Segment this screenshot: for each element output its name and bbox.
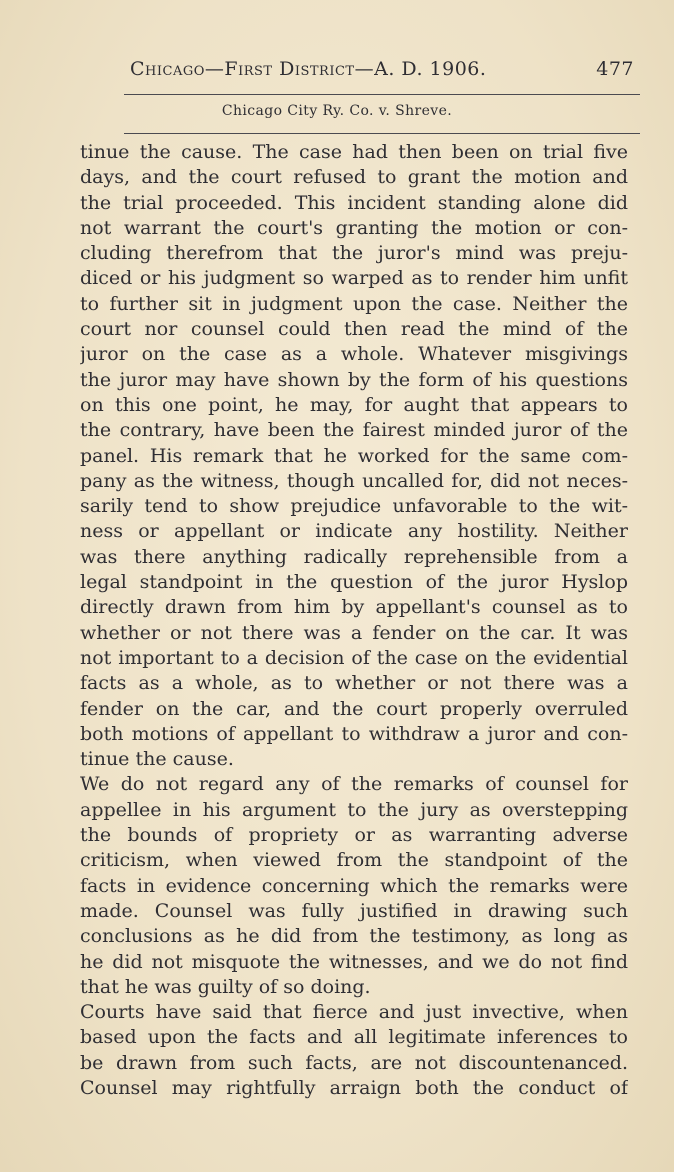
text-line: that he was guilty of so doing.	[80, 975, 371, 998]
text-line: appellee in his argument to the jury as overstepping	[80, 798, 628, 821]
text-line: legal standpoint in the question of the juror Hyslop	[80, 571, 628, 594]
text-line: criticism, when viewed from the standpoint of the	[80, 849, 628, 872]
text-line: he did not misquote the witnesses, and we do not find	[80, 950, 628, 973]
text-line: not warrant the court's granting the motion or con-	[80, 216, 628, 239]
text-line: was there anything radically reprehensible from a	[80, 545, 628, 568]
text-line: tinue the cause.	[80, 748, 234, 771]
text-line: facts in evidence concerning which the remarks were	[80, 874, 628, 897]
text-line: juror on the case as a whole. Whatever misgivings	[80, 343, 628, 366]
text-line: Counsel may rightfully arraign both the conduct of	[80, 1076, 628, 1099]
header-rule-top	[124, 94, 640, 95]
text-line: on this one point, he may, for aught that appears to	[80, 393, 628, 416]
text-line: whether or not there was a fender on the car. It was	[80, 621, 628, 644]
case-title: Chicago City Ry. Co. v. Shreve.	[221, 103, 453, 119]
text-line: tinue the cause. The case had then been on trial five	[80, 141, 628, 163]
text-line: court nor counsel could then read the mind of the	[80, 318, 628, 341]
running-head-title: Chicago—First District—A. D. 1906.	[130, 58, 487, 80]
text-line: panel. His remark that he worked for the same com-	[80, 444, 628, 467]
text-line: the trial proceeded. This incident standing alone did	[80, 191, 628, 214]
body-text	[80, 140, 628, 1101]
text-line: both motions of appellant to withdraw a juror and con-	[80, 722, 628, 745]
text-line: facts as a whole, as to whether or not there was a	[80, 672, 628, 695]
text-line: not important to a decision of the case on the evidential	[80, 646, 628, 669]
text-line: directly drawn from him by appellant's counsel as to	[80, 596, 628, 619]
text-line: conclusions as he did from the testimony, as long as	[80, 925, 628, 948]
text-line: to further sit in judgment upon the case. Neither the	[80, 292, 628, 315]
header-rule-bottom	[124, 133, 640, 134]
text-line: the juror may have shown by the form of his questions	[80, 368, 628, 391]
text-line: We do not regard any of the remarks of counsel for	[80, 773, 628, 796]
text-line: pany as the witness, though uncalled for, did not neces-	[80, 469, 628, 492]
text-line: cluding therefrom that the juror's mind was preju-	[80, 242, 628, 265]
page-number: 477	[596, 58, 634, 80]
text-line: diced or his judgment so warped as to render him unfit	[80, 267, 628, 290]
text-line: sarily tend to show prejudice unfavorable to the wit-	[80, 495, 628, 518]
running-head	[130, 58, 634, 88]
text-line: made. Counsel was fully justified in drawing such	[80, 899, 628, 922]
text-line: days, and the court refused to grant the motion and	[80, 166, 628, 189]
text-line: fender on the car, and the court properly overruled	[80, 697, 628, 720]
text-line: ness or appellant or indicate any hostility. Neither	[80, 520, 628, 543]
text-line: Courts have said that fierce and just invective, when	[80, 1001, 628, 1024]
text-line: based upon the facts and all legitimate inferences to	[80, 1026, 628, 1049]
text-line: the contrary, have been the fairest minded juror of the	[80, 419, 628, 442]
text-line: be drawn from such facts, are not discountenanced.	[80, 1051, 628, 1074]
text-line: the bounds of propriety or as warranting adverse	[80, 824, 628, 847]
